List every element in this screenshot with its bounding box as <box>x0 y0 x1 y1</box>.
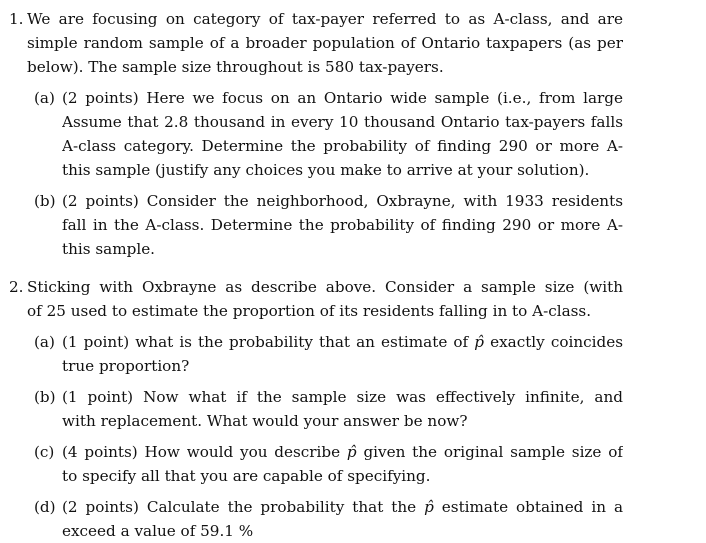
text-segment: given the original sample size of <box>363 443 623 461</box>
text-segment: (4 points) How would you describe <box>62 443 347 461</box>
subquestion-text-line: exceed a value of 59.1 % <box>62 522 254 540</box>
subquestion-text-line: this sample. <box>62 240 156 258</box>
question-text-line: below). The sample size throughout is 580 tax-payers. <box>27 58 444 76</box>
p-hat-symbol: p̂ <box>474 333 484 351</box>
question-text-line: We are focusing on category of tax-payer referred to as A-class, and are <box>27 10 623 28</box>
text-segment: (2 points) Calculate the probability that the <box>62 498 425 516</box>
question-text-line: Sticking with Oxbrayne as describe above. Consider a sample size (with <box>27 278 623 296</box>
question-text-line: simple random sample of a broader population of Ontario taxpapers (as per <box>27 34 623 52</box>
subquestion-text-line: (2 points) Here we focus on an Ontario wide sample (i.e., from large <box>62 89 623 107</box>
subquestion-text-line: Assume that 2.8 thousand in every 10 thousand Ontario tax-payers falls <box>62 113 623 131</box>
text-segment: exactly coincides <box>490 333 623 351</box>
subquestion-text-line: fall in the A-class. Determine the probability of finding 290 or more A- <box>62 216 623 234</box>
subquestion-label: (b) <box>34 192 56 210</box>
subquestion-text-line <box>62 440 623 464</box>
subquestion-label: (b) <box>34 388 56 406</box>
p-hat-symbol: p̂ <box>424 498 434 516</box>
question-text-line: of 25 used to estimate the proportion of its residents falling in to A-class. <box>27 302 592 320</box>
subquestion-text-line: true proportion? <box>62 357 190 375</box>
subquestion-text-line: (2 points) Consider the neighborhood, Oxbrayne, with 1933 residents <box>62 192 623 210</box>
subquestion-text-line <box>62 330 623 354</box>
subquestion-text-line: this sample (justify any choices you make to arrive at your solution). <box>62 161 590 179</box>
question-number: 2. <box>9 278 24 296</box>
p-hat-symbol: p̂ <box>346 443 357 461</box>
subquestion-text-line: to specify all that you are capable of specifying. <box>62 467 431 485</box>
question-number: 1. <box>9 10 24 28</box>
text-segment: estimate obtained in a <box>441 498 623 516</box>
subquestion-label: (c) <box>34 443 55 461</box>
subquestion-text-line: A-class category. Determine the probability of finding 290 or more A- <box>62 137 623 155</box>
subquestion-text-line: (1 point) Now what if the sample size was effectively infinite, and <box>62 388 623 406</box>
text-segment: (1 point) what is the probability that an estimate of <box>62 333 475 351</box>
subquestion-label: (a) <box>34 333 55 351</box>
subquestion-text-line <box>62 495 623 519</box>
subquestion-text-line: with replacement. What would your answer be now? <box>62 412 468 430</box>
subquestion-label: (a) <box>34 89 55 107</box>
subquestion-label: (d) <box>34 498 56 516</box>
